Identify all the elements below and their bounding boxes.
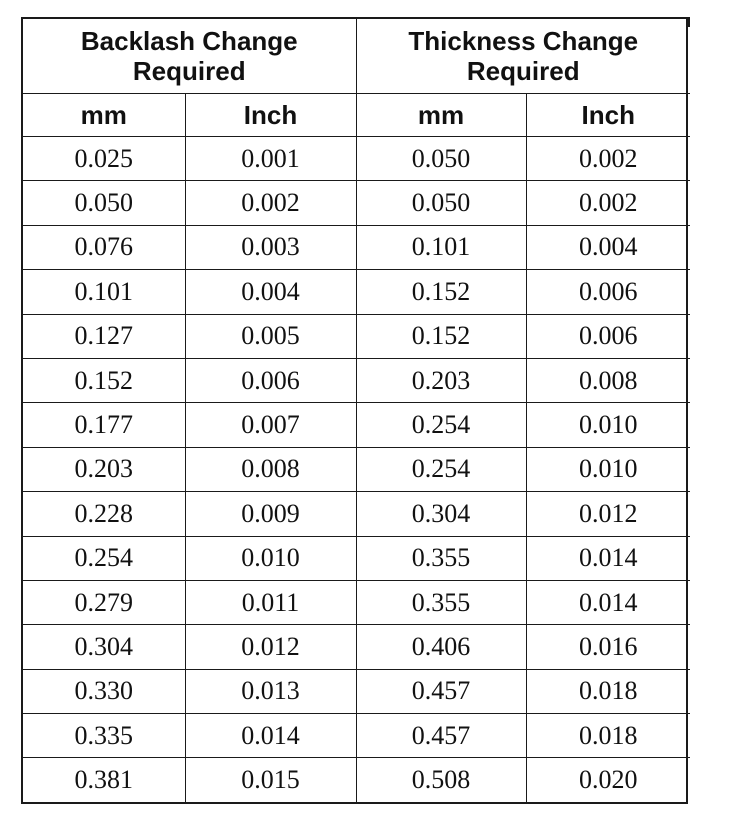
thickness-mm-cell: 0.254	[356, 403, 526, 447]
backlash-inch-cell: 0.003	[185, 225, 356, 269]
thickness-change-header	[356, 19, 690, 94]
thickness-mm-cell: 0.050	[356, 181, 526, 225]
backlash-mm-cell: 0.025	[23, 137, 185, 181]
thickness-mm-cell: 0.457	[356, 714, 526, 758]
unit-header-row	[23, 94, 690, 137]
thickness-mm-cell: 0.050	[356, 137, 526, 181]
thickness-inch-cell: 0.002	[526, 181, 690, 225]
thickness-inch-cell: 0.016	[526, 625, 690, 669]
thickness-mm-cell: 0.457	[356, 669, 526, 713]
backlash-inch-header: Inch	[185, 94, 356, 137]
thickness-inch-cell: 0.008	[526, 358, 690, 402]
table-row	[23, 403, 690, 447]
table-row	[23, 669, 690, 713]
backlash-mm-cell: 0.330	[23, 669, 185, 713]
backlash-mm-cell: 0.127	[23, 314, 185, 358]
thickness-mm-header: mm	[356, 94, 526, 137]
thickness-inch-cell: 0.020	[526, 758, 690, 802]
table-row	[23, 714, 690, 758]
thickness-mm-cell: 0.203	[356, 358, 526, 402]
thickness-inch-cell: 0.012	[526, 492, 690, 536]
thickness-mm-cell: 0.254	[356, 447, 526, 491]
table-row	[23, 225, 690, 269]
border-tick-mark	[687, 17, 690, 27]
thickness-mm-cell: 0.355	[356, 580, 526, 624]
table-row	[23, 492, 690, 536]
backlash-inch-cell: 0.002	[185, 181, 356, 225]
thickness-inch-cell: 0.014	[526, 536, 690, 580]
backlash-inch-cell: 0.009	[185, 492, 356, 536]
backlash-inch-cell: 0.004	[185, 270, 356, 314]
thickness-inch-cell: 0.004	[526, 225, 690, 269]
backlash-inch-cell: 0.014	[185, 714, 356, 758]
backlash-inch-cell: 0.001	[185, 137, 356, 181]
thickness-inch-cell: 0.010	[526, 403, 690, 447]
table-row	[23, 314, 690, 358]
thickness-inch-cell: 0.006	[526, 270, 690, 314]
group-header-row	[23, 19, 690, 94]
backlash-mm-cell: 0.050	[23, 181, 185, 225]
thickness-header-line1: Thickness Change	[408, 26, 639, 56]
backlash-mm-cell: 0.279	[23, 580, 185, 624]
backlash-header-line1: Backlash Change	[80, 26, 298, 56]
backlash-thickness-table	[23, 19, 690, 802]
backlash-mm-cell: 0.152	[23, 358, 185, 402]
backlash-mm-header: mm	[23, 94, 185, 137]
backlash-inch-cell: 0.006	[185, 358, 356, 402]
thickness-mm-cell: 0.355	[356, 536, 526, 580]
thickness-mm-cell: 0.406	[356, 625, 526, 669]
backlash-inch-cell: 0.007	[185, 403, 356, 447]
thickness-inch-cell: 0.018	[526, 714, 690, 758]
backlash-inch-cell: 0.008	[185, 447, 356, 491]
backlash-mm-cell: 0.177	[23, 403, 185, 447]
thickness-mm-cell: 0.101	[356, 225, 526, 269]
backlash-inch-cell: 0.012	[185, 625, 356, 669]
backlash-mm-cell: 0.335	[23, 714, 185, 758]
backlash-mm-cell: 0.381	[23, 758, 185, 802]
thickness-inch-cell: 0.010	[526, 447, 690, 491]
table-row	[23, 181, 690, 225]
thickness-inch-cell: 0.014	[526, 580, 690, 624]
conversion-table-container	[21, 17, 688, 804]
table-row	[23, 758, 690, 802]
thickness-mm-cell: 0.304	[356, 492, 526, 536]
backlash-inch-cell: 0.015	[185, 758, 356, 802]
backlash-mm-cell: 0.304	[23, 625, 185, 669]
backlash-mm-cell: 0.101	[23, 270, 185, 314]
backlash-mm-cell: 0.076	[23, 225, 185, 269]
backlash-mm-cell: 0.254	[23, 536, 185, 580]
backlash-inch-cell: 0.011	[185, 580, 356, 624]
thickness-inch-cell: 0.002	[526, 137, 690, 181]
backlash-mm-cell: 0.203	[23, 447, 185, 491]
backlash-inch-cell: 0.013	[185, 669, 356, 713]
thickness-mm-cell: 0.508	[356, 758, 526, 802]
backlash-inch-cell: 0.010	[185, 536, 356, 580]
table-row	[23, 358, 690, 402]
table-row	[23, 580, 690, 624]
thickness-inch-cell: 0.006	[526, 314, 690, 358]
backlash-mm-cell: 0.228	[23, 492, 185, 536]
thickness-header-line2: Required	[466, 56, 580, 86]
table-body	[23, 137, 690, 802]
table-row	[23, 447, 690, 491]
thickness-inch-cell: 0.018	[526, 669, 690, 713]
table-row	[23, 270, 690, 314]
thickness-mm-cell: 0.152	[356, 270, 526, 314]
table-row	[23, 536, 690, 580]
backlash-change-header	[23, 19, 356, 94]
thickness-mm-cell: 0.152	[356, 314, 526, 358]
table-row	[23, 625, 690, 669]
thickness-inch-header: Inch	[526, 94, 690, 137]
backlash-header-line2: Required	[132, 56, 246, 86]
table-row	[23, 137, 690, 181]
backlash-inch-cell: 0.005	[185, 314, 356, 358]
